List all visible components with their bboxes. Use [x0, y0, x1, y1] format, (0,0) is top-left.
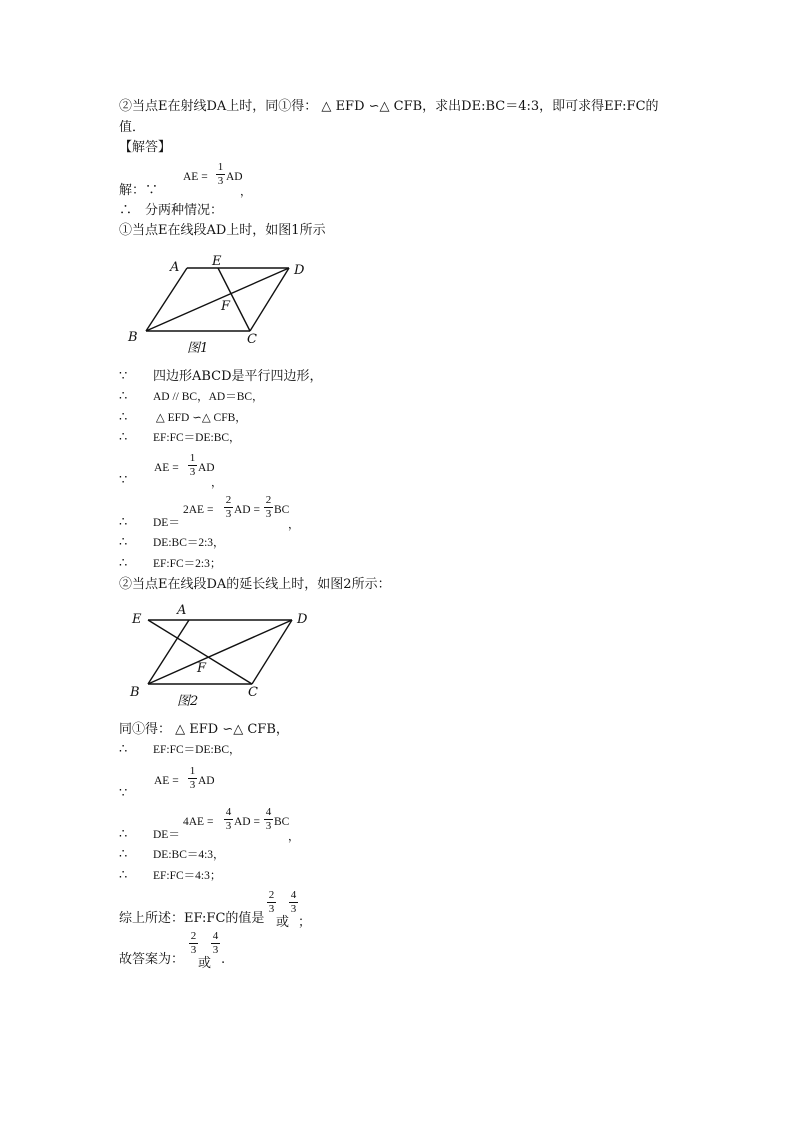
case2-de-line	[119, 827, 180, 843]
given-frac-den: 3	[217, 175, 224, 187]
case2-because-den: 3	[189, 779, 196, 791]
segment-DC	[250, 268, 289, 331]
given-comma: ，	[240, 186, 252, 198]
case1-step-3-sym: ∴	[119, 410, 128, 425]
segment-BD	[148, 620, 292, 684]
case2-de-num-1: 4	[225, 806, 232, 818]
label-D: D	[294, 263, 305, 278]
given-expr-left: AE =	[183, 171, 208, 183]
final-den-2: 3	[212, 944, 219, 956]
label-E: E	[212, 254, 222, 269]
case1-tail-1-sym: ∴	[119, 535, 128, 550]
answer-heading: 【解答】	[119, 140, 172, 155]
case1-because-fraction	[188, 453, 197, 478]
case1-tail-1	[119, 535, 225, 551]
case2-de-sym: ∴	[119, 827, 128, 842]
case2-because-num: 1	[189, 765, 196, 777]
case2-de-a: 4AE =	[183, 816, 214, 828]
given-frac-num: 1	[217, 161, 224, 173]
case1-step-4-text: EF:FC＝DE:BC，	[153, 432, 241, 444]
case1-de-prefix: DE＝	[153, 517, 180, 529]
case2-because-sym: ∵	[119, 786, 128, 801]
case1-de-end: BC	[274, 504, 290, 516]
label-B: B	[130, 685, 140, 700]
summary-fraction-1	[267, 890, 276, 915]
case1-de-line	[119, 515, 180, 531]
case1-de-fraction-2	[264, 495, 273, 520]
case2-tail-1-text: DE:BC＝4:3，	[153, 849, 225, 861]
intro-line-2: 值．	[119, 120, 146, 135]
given-expr-right: AD	[226, 171, 243, 183]
case2-because-left: AE =	[154, 775, 179, 787]
case1-de-comma: ，	[288, 519, 300, 531]
case1-de-num-2: 2	[265, 494, 272, 506]
label-F: F	[197, 661, 207, 676]
figure-2	[119, 600, 319, 715]
summary-end: ；	[298, 915, 312, 930]
case1-step-4	[119, 430, 241, 446]
summary-num-1: 2	[268, 889, 275, 901]
summary-or: 或	[276, 915, 290, 930]
case1-step-2	[119, 389, 264, 405]
case2-de-fraction-1	[224, 807, 233, 832]
case1-de-fraction-1	[224, 495, 233, 520]
case1-because-den: 3	[189, 466, 196, 478]
case1-tail-2	[119, 556, 221, 572]
case1-tail-2-text: EF:FC＝2:3；	[153, 558, 222, 570]
case1-de-sym: ∴	[119, 515, 128, 530]
case2-de-num-2: 4	[265, 806, 272, 818]
case2-de-comma: ，	[288, 831, 300, 843]
case2-de-mid: AD =	[234, 816, 260, 828]
label-E: E	[132, 612, 142, 627]
final-prefix: 故答案为：	[119, 952, 185, 967]
case1-because-comma: ，	[211, 477, 223, 489]
case1-de-den-2: 3	[265, 508, 272, 520]
case1-heading: ①当点E在线段AD上时，如图1所示	[119, 223, 326, 238]
two-cases: ∴ 分两种情况：	[119, 203, 224, 218]
figure-1	[119, 252, 319, 362]
case2-because-right: AD	[198, 775, 215, 787]
case1-de-a: 2AE =	[183, 504, 214, 516]
case2-de-fraction-2	[264, 807, 273, 832]
label-C: C	[248, 685, 258, 700]
case1-because-num: 1	[189, 452, 196, 464]
case1-step-4-sym: ∴	[119, 430, 128, 445]
final-fraction-2	[211, 931, 220, 956]
case1-de-num-1: 2	[225, 494, 232, 506]
summary-prefix: 综上所述：EF:FC的值是	[119, 911, 265, 926]
case1-step-1	[119, 369, 323, 385]
label-B: B	[128, 330, 138, 345]
case2-tail-2	[119, 868, 221, 884]
case2-step-ratio-sym: ∴	[119, 742, 128, 757]
label-A: A	[170, 260, 180, 275]
case1-tail-1-text: DE:BC＝2:3，	[153, 537, 225, 549]
case2-tail-2-sym: ∴	[119, 868, 128, 883]
case2-step-same	[119, 722, 289, 738]
final-fraction-1	[189, 931, 198, 956]
figure-1-caption: 图1	[187, 341, 209, 356]
case1-step-3	[119, 410, 247, 426]
case2-tail-2-text: EF:FC＝4:3；	[153, 870, 222, 882]
label-C: C	[247, 332, 257, 347]
case1-de-mid: AD =	[234, 504, 260, 516]
case1-step-2-text: AD // BC，AD＝BC，	[153, 391, 264, 403]
summary-num-2: 4	[290, 889, 297, 901]
case1-step-3-text: △ EFD ∽△ CFB，	[153, 412, 247, 424]
case2-tail-1	[119, 847, 225, 863]
case1-tail-2-sym: ∴	[119, 556, 128, 571]
summary-den-1: 3	[268, 903, 275, 915]
case1-step-2-sym: ∴	[119, 389, 128, 404]
summary-fraction-2	[289, 890, 298, 915]
summary-den-2: 3	[290, 903, 297, 915]
case1-step-1-text: 四边形ABCD是平行四边形，	[153, 369, 323, 384]
label-A: A	[177, 603, 187, 618]
case2-step-ratio	[119, 742, 241, 758]
case1-because-left: AE =	[154, 462, 179, 474]
final-end: .	[221, 952, 226, 967]
final-den-1: 3	[190, 944, 197, 956]
case1-because-right: AD	[198, 462, 215, 474]
final-or: 或	[198, 956, 212, 971]
case2-step-ratio-text: EF:FC＝DE:BC，	[153, 744, 241, 756]
case2-de-den-1: 3	[225, 820, 232, 832]
case1-de-den-1: 3	[225, 508, 232, 520]
case2-heading: ②当点E在线段DA的延长线上时，如图2所示：	[119, 577, 391, 592]
case2-de-prefix: DE＝	[153, 829, 180, 841]
figure-2-caption: 图2	[177, 694, 199, 709]
label-D: D	[297, 612, 308, 627]
case2-tail-1-sym: ∴	[119, 847, 128, 862]
final-num-1: 2	[190, 930, 197, 942]
case2-because-fraction	[188, 766, 197, 791]
given-fraction	[216, 162, 225, 187]
label-F: F	[221, 299, 231, 314]
given-prefix: 解：∵	[119, 183, 159, 198]
case1-step-1-sym: ∵	[119, 369, 128, 384]
intro-line-1: ②当点E在射线DA上时，同①得： △ EFD ∽△ CFB，求出DE:BC＝4:3，即可求得EF:FC的	[119, 99, 659, 114]
final-num-2: 4	[212, 930, 219, 942]
case2-de-den-2: 3	[265, 820, 272, 832]
case1-because-sym: ∵	[119, 473, 128, 488]
case2-de-end: BC	[274, 816, 290, 828]
case2-step-same-text: 同①得： △ EFD ∽△ CFB，	[119, 722, 289, 737]
segment-BD	[146, 268, 289, 331]
